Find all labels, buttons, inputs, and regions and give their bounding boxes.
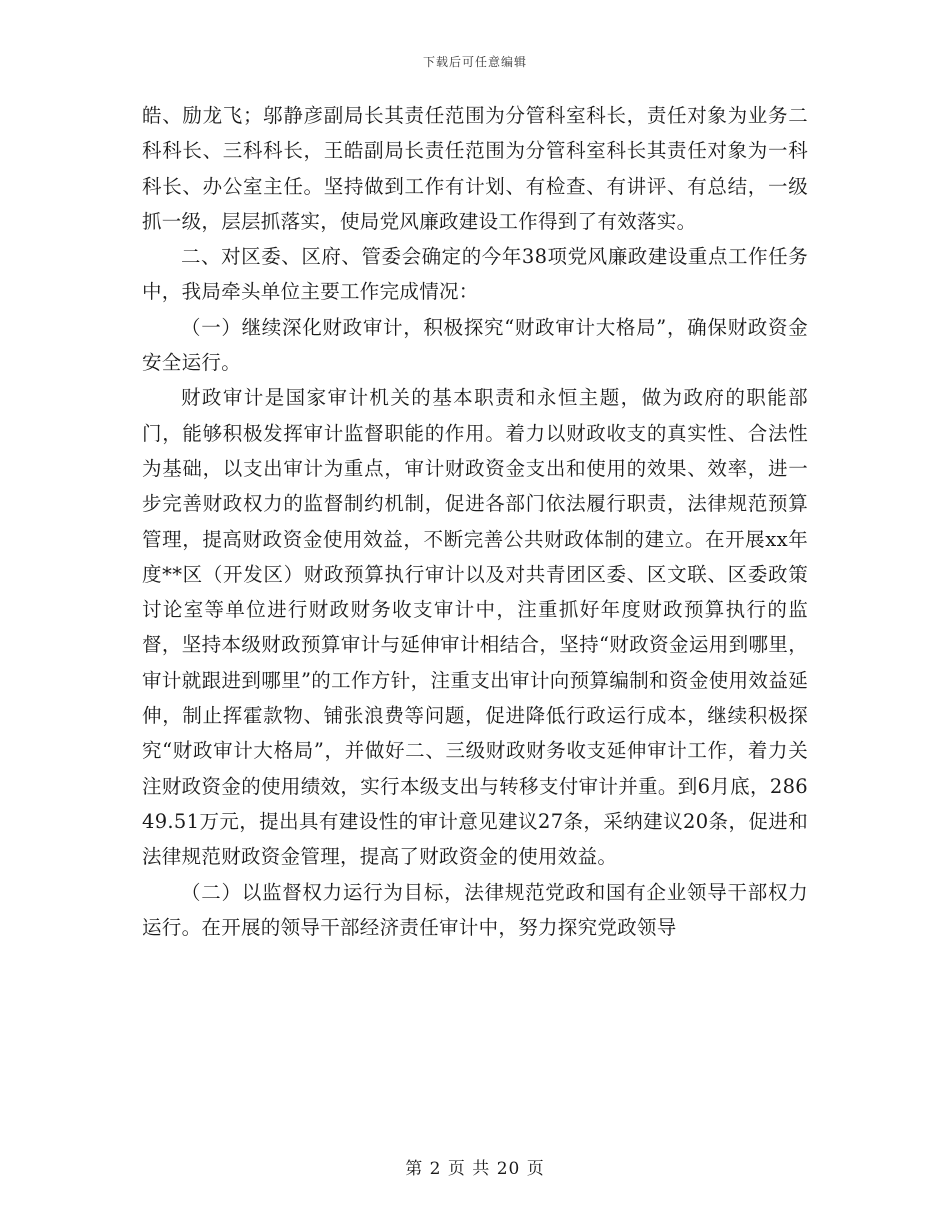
paragraph-continuation: 皓、励龙飞；邬静彦副局长其责任范围为分管科室科长，责任对象为业务二科科长、三科科长，王皓副局长责任范围为分管科室科长其责任对象为一科科长、办公室主任。坚持做到工作有计划、有检查、有讲评、有总结，一级抓一级，层层抓落实，使局党风廉政建设工作得到了有效落实。 <box>142 104 808 233</box>
paragraph-subsection-two: （二）以监督权力运行为目标，法律规范党政和国有企业领导干部权力运行。在开展的领导干部经济责任审计中，努力探究党政领导 <box>142 880 808 939</box>
page-number-footer: 第 2 页 共 20 页 <box>405 1159 545 1179</box>
paragraph-subsection-one: （一）继续深化财政审计，积极探究“财政审计大格局”，确保财政资金安全运行。 <box>142 315 808 375</box>
document-body <box>142 98 808 945</box>
page-header: 下载后可任意编辑 <box>422 55 527 69</box>
paragraph-section-two: 二、对区委、区府、管委会确定的今年38项党风廉政建设重点工作任务中，我局牵头单位主要工作完成情况： <box>142 245 808 304</box>
paragraph-financial-audit: 财政审计是国家审计机关的基本职责和永恒主题，做为政府的职能部门，能够积极发挥审计监督职能的作用。着力以财政收支的真实性、合法性为基础，以支出审计为重点，审计财政资金支出和使用的效果、效率，进一步完善财政权力的监督制约机制，促进各部门依法履行职责，法律规范预算管理，提高财政资金使用效益，不断完善公共财政体制的建立。在开展xx年度**区（开发区）财政预算执行审计以及对共青团区委、区文联、区委政策讨论室等单位进行财政财务收支审计中，注重抓好年度财政预算执行的监督，坚持本级财政预算审计与延伸审计相结合，坚持“财政资金运用到哪里，审计就跟进到哪里”的工作方针，注重支出审计向预算编制和资金使用效益延伸，制止挥霍款物、铺张浪费等问题，促进降低行政运行成本，继续积极探究“财政审计大格局”，并做好二、三级财政财务收支延伸审计工作，着力关注财政资金的使用绩效，实行本级支出与转移支付审计并重。到6月底，28649.51万元，提出具有建设性的审计意见建议27条，采纳建议20条，促进和法律规范财政资金管理，提高了财政资金的使用效益。 <box>142 386 808 869</box>
